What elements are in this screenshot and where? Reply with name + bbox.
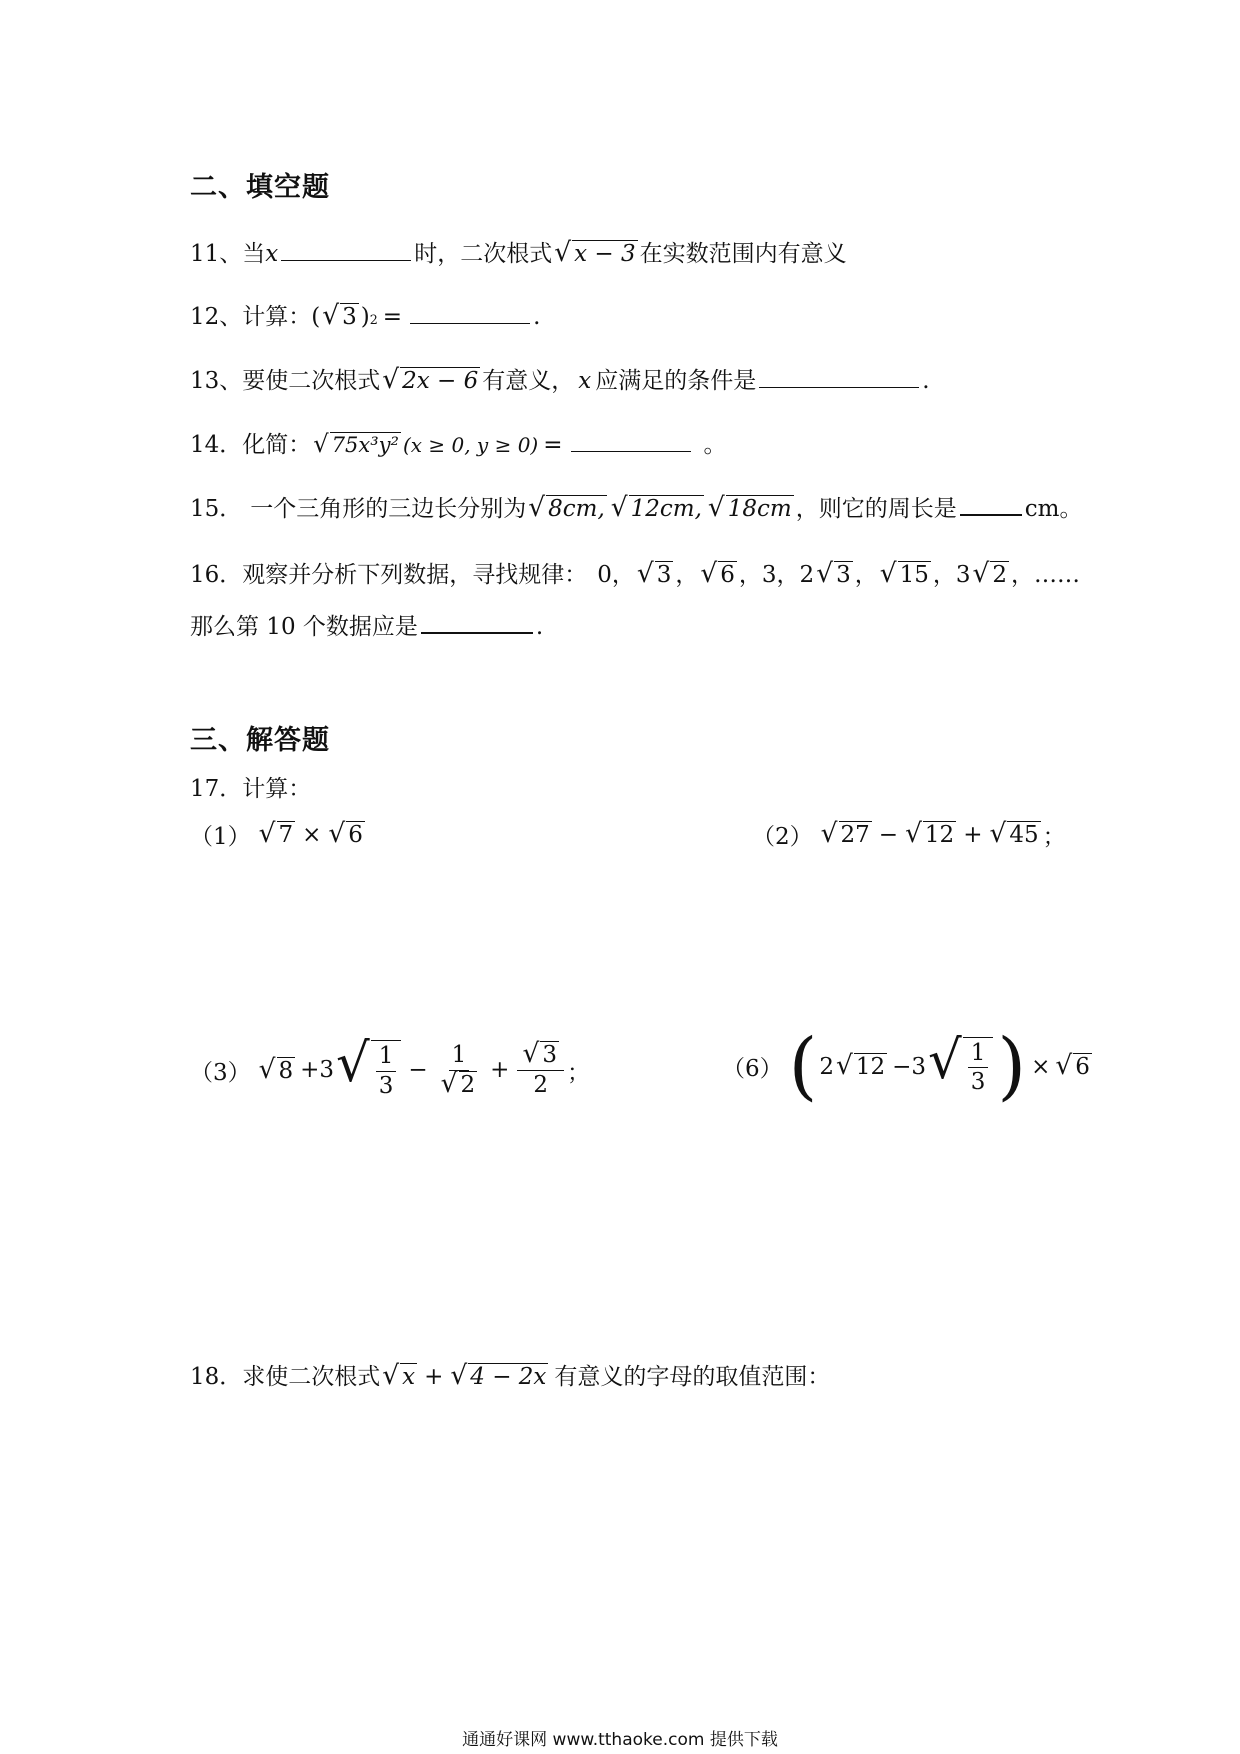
sqrt-fraction: √ $\frac{1}{3}$ (928, 1037, 993, 1098)
sqrt-expression: √ 7 (258, 817, 294, 849)
sqrt-expression: √ 15 (879, 558, 929, 589)
sqrt-expression: √ 8cm, (528, 492, 605, 523)
question-17: 17．计算： (190, 776, 312, 802)
section-heading-solve: 三、解答题 (190, 725, 330, 756)
sqrt-expression: √ 3 (322, 300, 357, 331)
sqrt-expression: √ 6 (1055, 1050, 1090, 1082)
sqrt-expression: √ 75x³y² (313, 430, 399, 458)
sqrt-expression: √ 12 (836, 1050, 886, 1082)
question-12: 12、 计算： ( √ 3 ) 2 = . (190, 300, 541, 331)
sqrt-expression: √ 4 − 2x (450, 1360, 547, 1391)
question-17-part-6: （6） ( 2 √ 12 −3 √ $\frac{1}{3}$ ) × √ 6 (722, 1024, 1090, 1109)
sqrt-expression: √ x − 3 (554, 237, 636, 268)
right-paren: ) (997, 1024, 1027, 1109)
answer-blank[interactable] (410, 303, 530, 324)
answer-blank[interactable] (759, 367, 919, 388)
question-14: 14． 化简： √ 75x³y² (x ≥ 0, y ≥ 0) = 。 (190, 426, 727, 459)
question-number: 12、 (190, 304, 243, 330)
answer-blank[interactable] (281, 240, 411, 261)
question-15: 15． 一个三角形的三边长分别为 √ 8cm, √ 12cm, √ 18cm ，则它的周长是 cm。 (190, 492, 1083, 523)
sqrt-expression: √ 6 (700, 558, 735, 589)
question-16-line2: 那么第 10 个数据应是 . (190, 614, 544, 640)
sqrt-expression: √ 12cm, (610, 492, 702, 523)
sqrt-expression: √ 3 (636, 558, 672, 589)
question-17-part-2: （2） √ 27 − √ 12 + √ 45 ； (752, 817, 1066, 850)
sqrt-expression: √ 12 (905, 817, 955, 849)
sqrt-expression: √ 2x − 6 (382, 364, 479, 395)
sqrt-expression: √ 27 (820, 817, 870, 849)
sqrt-expression: √ 18cm (707, 492, 792, 523)
sqrt-expression: √ 3 (816, 558, 851, 589)
question-number: 15． (190, 496, 243, 522)
sqrt-expression: √ 6 (328, 817, 363, 849)
question-number: 13、 (190, 368, 243, 394)
question-number: 18． (190, 1364, 243, 1390)
sqrt-fraction: √ $\frac{1}{3}$ (336, 1040, 401, 1101)
sqrt-expression: √ x (382, 1360, 416, 1391)
question-13: 13、 要使二次根式 √ 2x − 6 有意义， x 应满足的条件是 . (190, 364, 930, 395)
fraction: 1 √ 2 (440, 1042, 476, 1099)
question-17-part-3: （3） √ 8 +3 √ $\frac{1}{3}$ − 1 √ 2 + √ 3 2 ； (190, 1033, 590, 1099)
question-11: 11、 当 x 时，二次根式 √ x − 3 在实数范围内有意义 (190, 237, 847, 268)
answer-blank[interactable] (960, 494, 1022, 516)
section-heading-fill-blank: 二、填空题 (190, 172, 330, 203)
question-number: 11、 (190, 241, 243, 267)
footer-download-note: 通通好课网 www.tthaoke.com 提供下载 (462, 1730, 778, 1750)
sqrt-expression: √ 2 (972, 558, 1007, 589)
sqrt-expression: √ 8 (258, 1053, 294, 1085)
question-number: 16． (190, 562, 243, 588)
fraction: √ 3 2 (517, 1041, 564, 1100)
question-18: 18． 求使二次根式 √ x + √ 4 − 2x 有意义的字母的取值范围： (190, 1360, 831, 1391)
answer-blank[interactable] (571, 431, 691, 452)
answer-blank[interactable] (421, 612, 533, 634)
left-paren: ( (788, 1024, 818, 1109)
question-number: 14． (190, 432, 243, 458)
question-17-part-1: （1） √ 7 × √ 6 (190, 817, 363, 850)
question-16: 16． 观察并分析下列数据，寻找规律： 0， √ 3 ， √ 6 ，3，2 √ 3 ， √ 15 ，3 √ 2 ，…… (190, 558, 1080, 589)
sqrt-expression: √ 45 (989, 817, 1039, 849)
